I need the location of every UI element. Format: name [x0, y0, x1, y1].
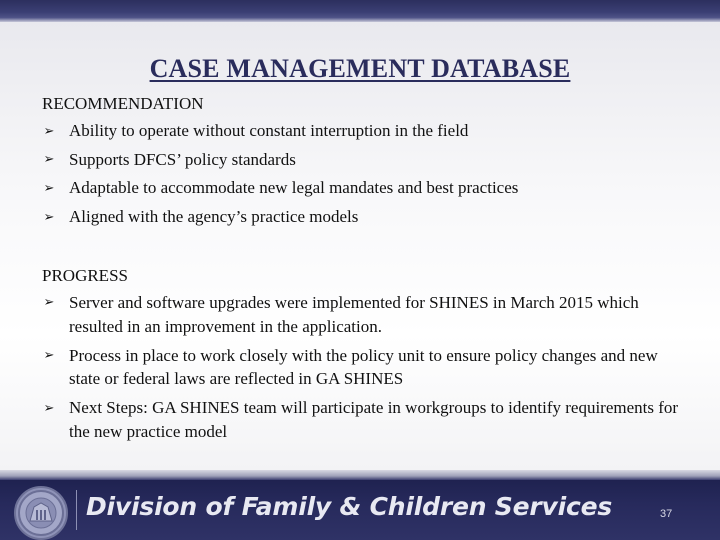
state-seal-icon — [14, 486, 68, 540]
arrowhead-bullet-icon: ➢ — [43, 123, 55, 139]
page-number: 37 — [660, 508, 673, 520]
arrowhead-bullet-icon: ➢ — [43, 400, 55, 416]
arrowhead-bullet-icon: ➢ — [43, 295, 55, 311]
arrowhead-bullet-icon: ➢ — [43, 347, 55, 363]
list-item — [42, 344, 682, 392]
arrowhead-bullet-icon: ➢ — [43, 152, 55, 168]
list-item-text: Ability to operate without constant interruption in the field — [69, 121, 469, 140]
recommendation-section — [42, 91, 682, 231]
recommendation-heading: RECOMMENDATION — [42, 94, 204, 113]
top-bar — [0, 0, 720, 22]
list-item — [42, 203, 682, 232]
footer-separator — [0, 470, 720, 480]
list-item-text: Server and software upgrades were implemented for SHINES in March 2015 which resulted in an improvement in the application. — [69, 293, 639, 336]
arrowhead-bullet-icon: ➢ — [43, 209, 55, 225]
list-item-text: Supports DFCS’ policy standards — [69, 149, 296, 169]
list-item — [42, 146, 682, 175]
footer-band — [0, 480, 720, 540]
arrowhead-bullet-icon: ➢ — [43, 180, 55, 196]
list-item-text: Next Steps: GA SHINES team will participate in workgroups to identify requirements for the new practice model — [69, 398, 679, 441]
footer-divider — [76, 490, 77, 530]
progress-section — [42, 263, 682, 449]
list-item — [42, 117, 682, 146]
list-item-text: Adaptable to accommodate new legal mandates and best practices — [69, 178, 519, 198]
progress-list — [42, 291, 682, 444]
progress-heading: PROGRESS — [42, 266, 128, 285]
slide-title: CASE MANAGEMENT DATABASE — [149, 54, 571, 83]
list-item — [42, 291, 682, 339]
organization-name: Division of Family & Children Services — [86, 492, 613, 521]
list-item-text: Aligned with the agency’s practice models — [69, 206, 359, 226]
list-item-text: Process in place to work closely with the policy unit to ensure policy changes and new state or federal laws are reflected in GA SHINES — [69, 345, 658, 389]
recommendation-list — [42, 117, 682, 231]
list-item — [42, 396, 682, 444]
list-item — [42, 174, 682, 203]
